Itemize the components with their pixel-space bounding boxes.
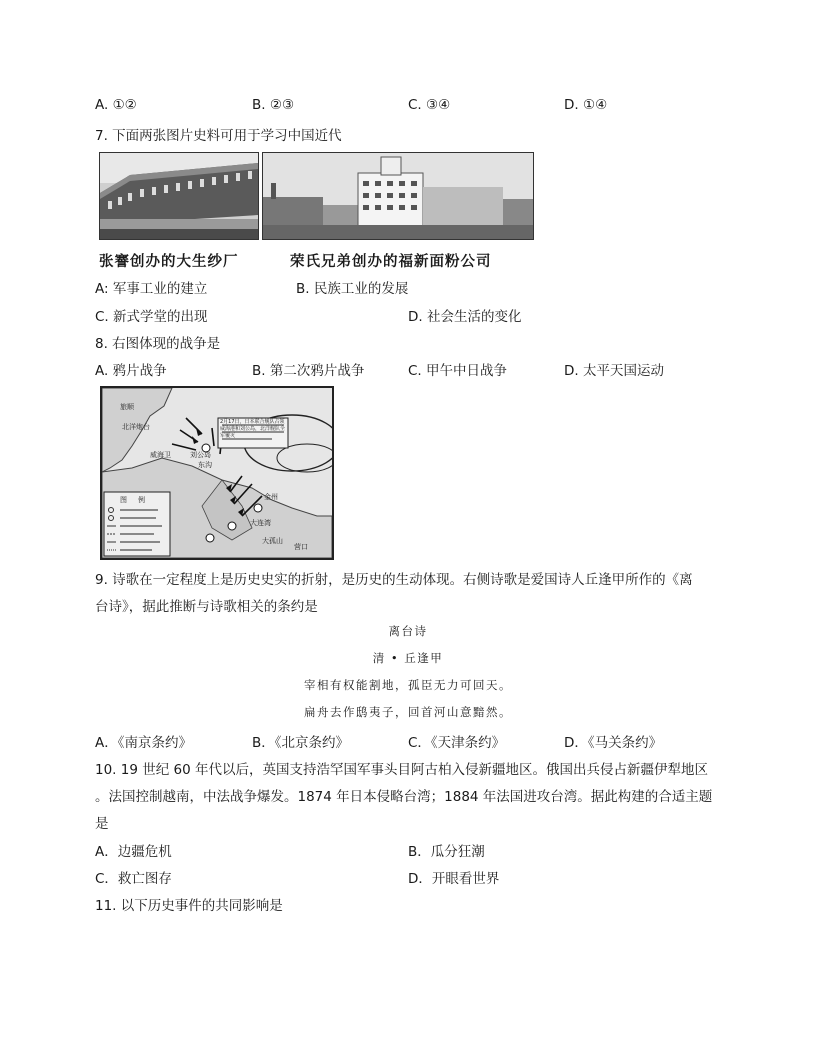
q6-option-b: B. ②③ — [252, 97, 295, 113]
caption-fuxin-flour: 荣氏兄弟创办的福新面粉公司 — [290, 253, 492, 270]
map-place-liugong-island: 刘公岛 — [190, 451, 211, 459]
dasheng-mill-photo — [99, 152, 259, 240]
q7-option-b: B. 民族工业的发展 — [296, 281, 409, 297]
q11-stem: 11. 以下历史事件的共同影响是 — [95, 898, 283, 914]
poem-line1: 宰相有权能割地，孤臣无力可回天。 — [304, 678, 512, 692]
map-place-lushun: 旅顺 — [120, 403, 134, 411]
q7-option-a: A: 军事工业的建立 — [95, 281, 208, 297]
q8-option-d: D. 太平天国运动 — [564, 363, 664, 379]
q10-option-a: A．边疆危机 — [95, 844, 172, 860]
caption-dasheng-mill: 张謇创办的大生纱厂 — [99, 253, 239, 270]
q9-option-d: D．《马关条约》 — [564, 735, 663, 751]
q10-stem-line2: 。法国控制越南，中法战争爆发。1874 年日本侵略台湾；1884 年法国进攻台湾。据此构建的合适主题 — [95, 789, 713, 805]
q7-stem: 7. 下面两张图片史料可用于学习中国近代 — [95, 128, 342, 144]
q6-option-d: D. ①④ — [564, 97, 608, 113]
poem-title: 离台诗 — [388, 624, 428, 638]
poem-line2: 扁舟去作鸱夷子，回首河山意黯然。 — [304, 705, 512, 719]
q10-option-b: B．瓜分狂潮 — [408, 844, 485, 860]
q6-option-c: C. ③④ — [408, 97, 451, 113]
map-place-jinzhou: 金州 — [264, 493, 278, 501]
fuxin-flour-photo — [262, 152, 534, 240]
map-place-yingkou: 营口 — [294, 543, 308, 551]
q6-option-a: A. ①② — [95, 97, 137, 113]
q10-option-c: C．救亡图存 — [95, 871, 172, 887]
map-note: 2月17日，日本联合舰队占领威海港和刘公岛，北洋舰队全军覆灭 — [220, 419, 286, 439]
q9-stem-line1: 9. 诗歌在一定程度上是历史史实的折射，是历史的生动体现。右侧诗歌是爱国诗人丘逢甲所作的《离 — [95, 572, 693, 588]
q7-option-d: D. 社会生活的变化 — [408, 309, 522, 325]
q10-stem-line3: 是 — [95, 816, 109, 832]
q9-stem-line2: 台诗》，据此推断与诗歌相关的条约是 — [95, 599, 318, 615]
map-place-donggou: 东沟 — [198, 461, 212, 469]
q9-option-c: C．《天津条约》 — [408, 735, 506, 751]
q10-stem-line1: 10. 19 世纪 60 年代以后，英国支持浩罕国军事头目阿古柏入侵新疆地区。俄国出兵侵占新疆伊犁地区 — [95, 762, 708, 778]
map-legend-title: 图 例 — [120, 496, 147, 504]
q8-option-c: C. 甲午中日战争 — [408, 363, 508, 379]
q9-option-a: A．《南京条约》 — [95, 735, 192, 751]
q8-stem: 8. 右图体现的战争是 — [95, 336, 221, 352]
war-map — [100, 386, 334, 560]
q9-option-b: B．《北京条约》 — [252, 735, 350, 751]
q8-option-b: B. 第二次鸦片战争 — [252, 363, 365, 379]
map-place-beiyang-fort: 北洋炮台 — [122, 423, 150, 431]
map-place-weihaiwei: 威海卫 — [150, 451, 171, 459]
q10-option-d: D．开眼看世界 — [408, 871, 500, 887]
q7-option-c: C. 新式学堂的出现 — [95, 309, 208, 325]
map-place-dagushan: 大孤山 — [262, 537, 283, 545]
q8-option-a: A. 鸦片战争 — [95, 363, 167, 379]
poem-author: 清 • 丘逢甲 — [372, 651, 444, 665]
map-place-dalian-bay: 大连湾 — [250, 519, 271, 527]
